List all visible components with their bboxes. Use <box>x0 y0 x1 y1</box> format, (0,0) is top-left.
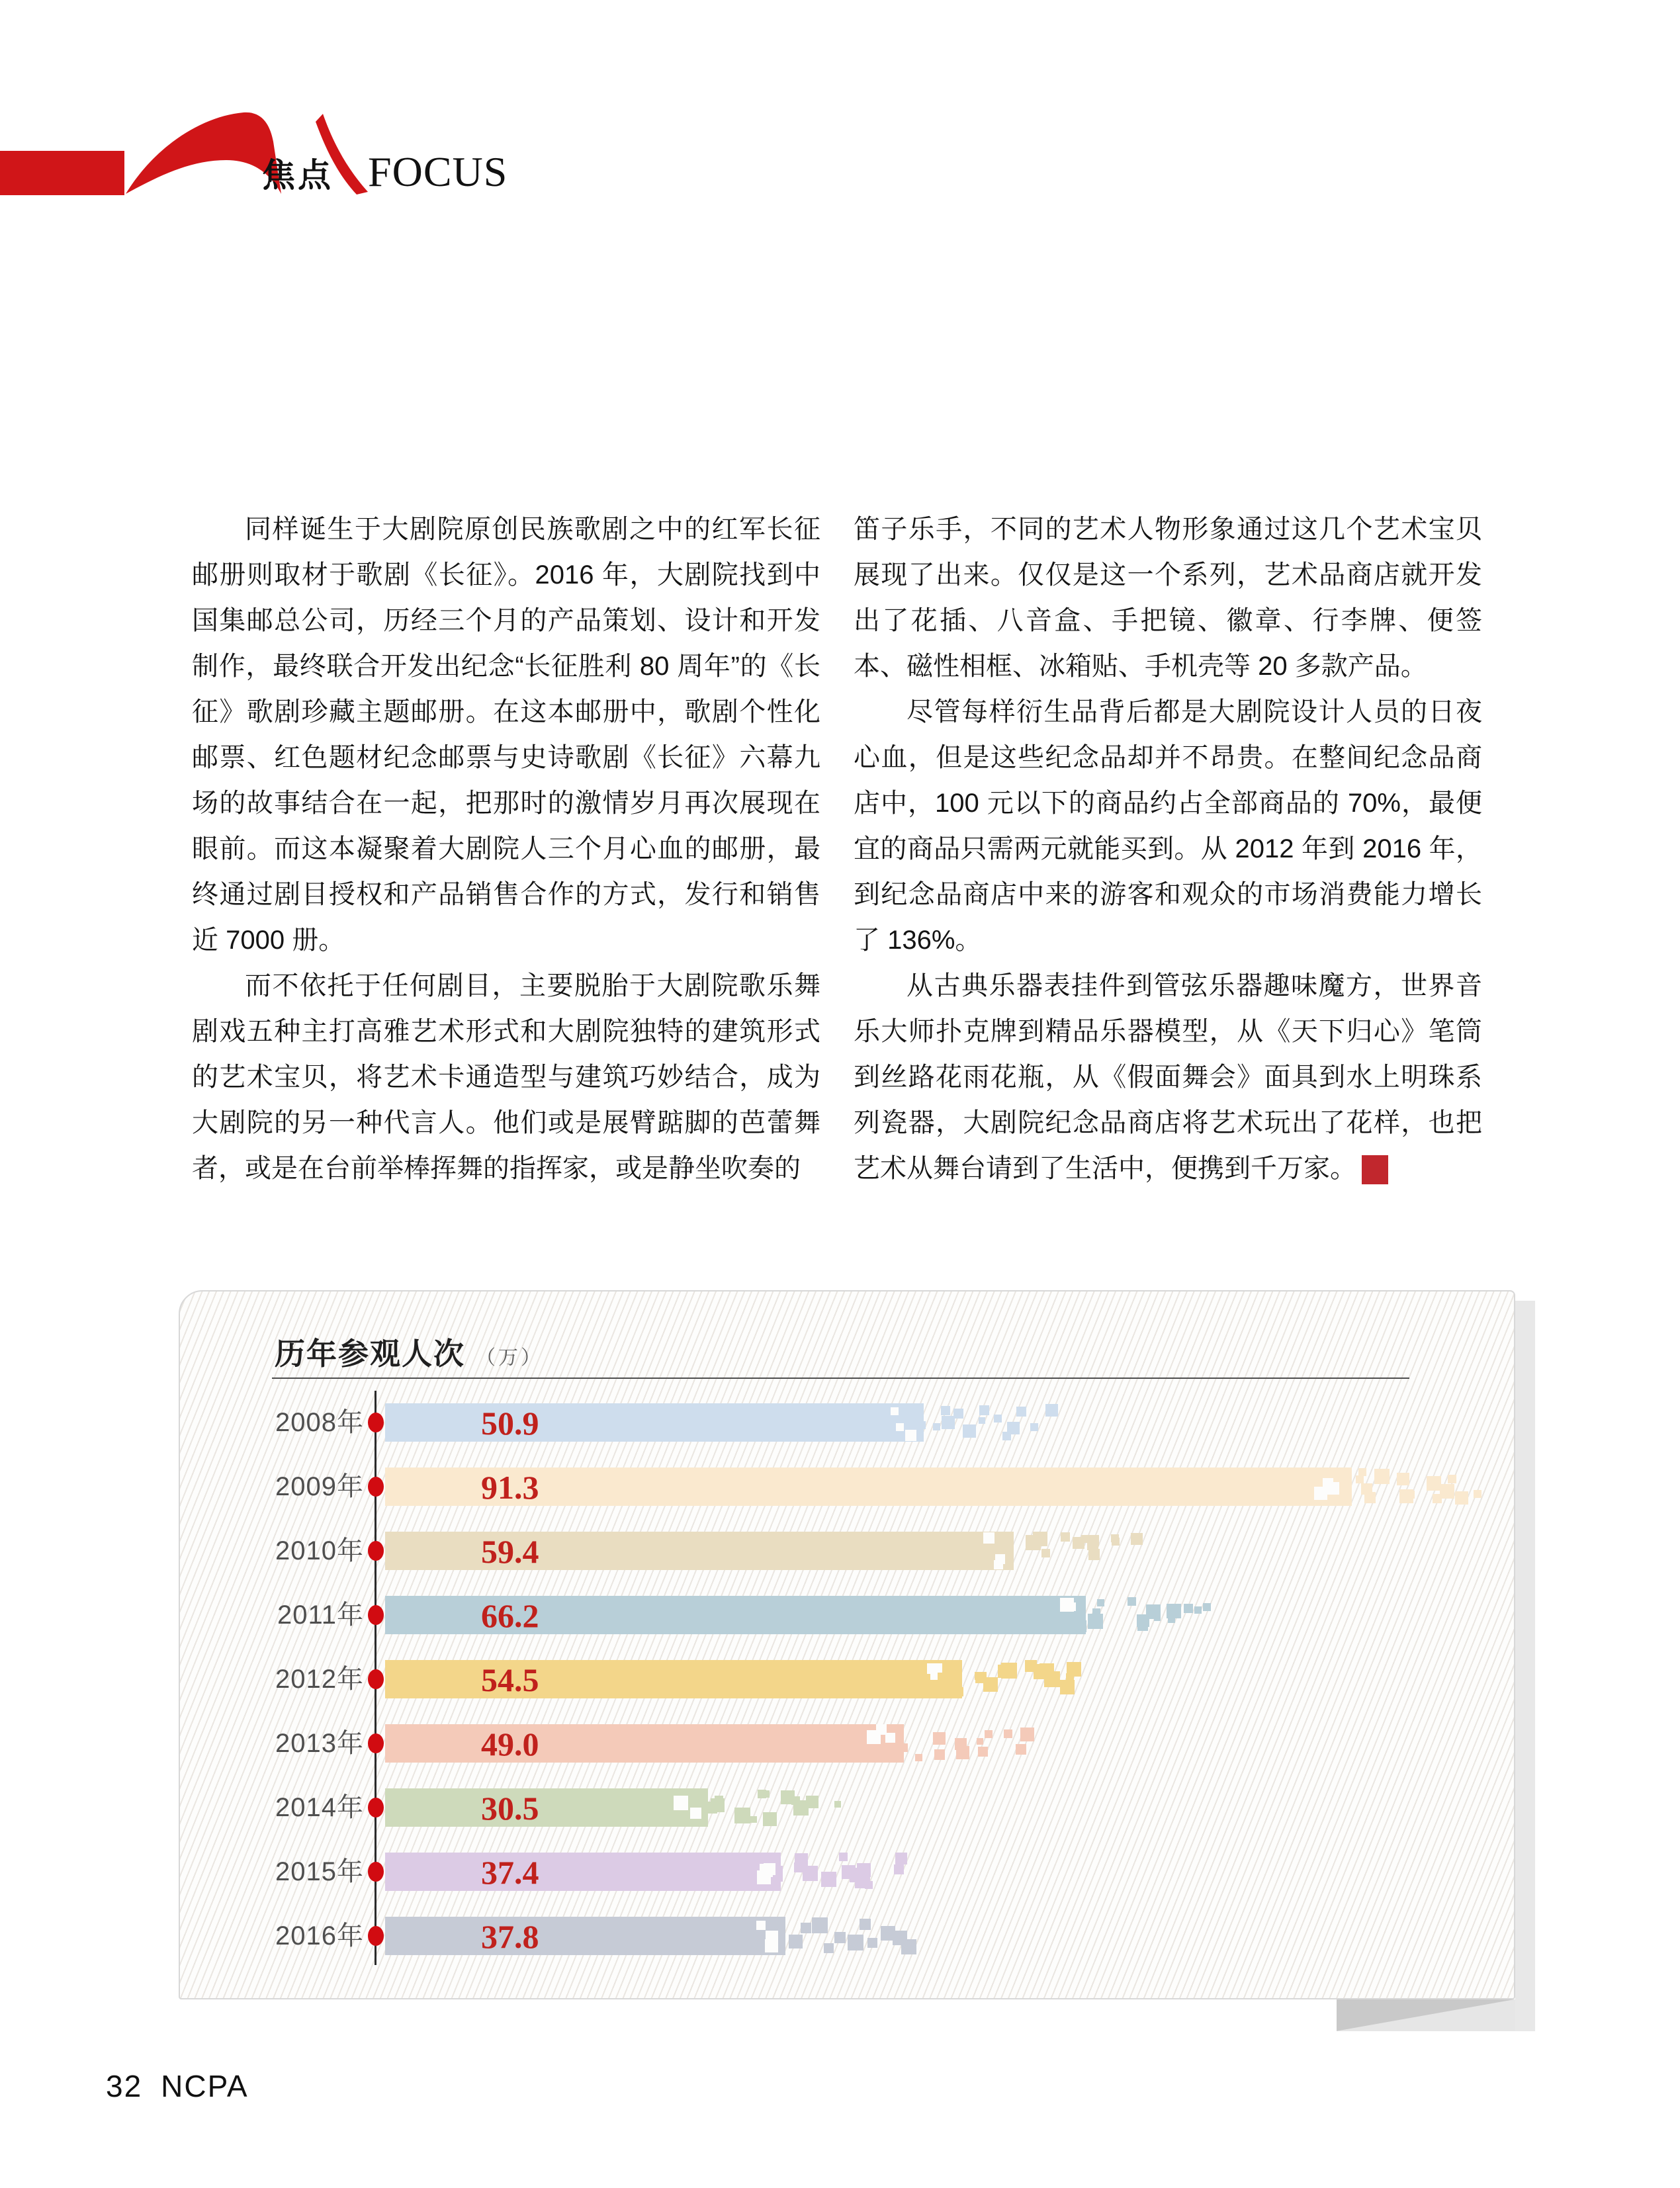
chart-row <box>180 1532 1514 1570</box>
bar-dissolve-square <box>824 1943 834 1953</box>
bar-dissolve-square <box>1127 1597 1136 1606</box>
year-label: 2009年 <box>275 1472 364 1501</box>
chart-row <box>180 1596 1514 1634</box>
paragraph-text: 从古典乐器表挂件到管弦乐器趣味魔方，世界音乐大师扑克牌到精品乐器模型，从《天下归心》笔筒到丝路花雨花瓶，从《假面舞会》面具到水上明珠系列瓷器，大剧院纪念品商店将艺术玩出了花样，也把艺术从舞台请到了生活中，便携到千万家。 <box>854 971 1482 1183</box>
year-label: 2012年 <box>275 1665 364 1694</box>
bar-dissolve-bite <box>1067 1602 1076 1611</box>
year-label: 2011年 <box>277 1600 364 1630</box>
stamp-line2: PA <box>1418 1172 1434 1184</box>
bar-dissolve-square <box>954 1687 963 1696</box>
bar-dissolve-square <box>803 1866 818 1881</box>
section-title-en: FOCUS <box>368 148 508 195</box>
year-label: 2008年 <box>275 1408 364 1437</box>
bar-dissolve-square <box>1061 1532 1070 1542</box>
bar-dissolve-square <box>1029 1536 1037 1544</box>
bar-dissolve-square <box>806 1796 818 1808</box>
bar-dissolve-bite <box>674 1796 688 1810</box>
bar-dissolve-square <box>1075 1620 1086 1632</box>
bar-dissolve-square <box>750 1816 757 1823</box>
bar-dissolve-square <box>901 1939 916 1954</box>
bar-dissolve-square <box>1374 1469 1390 1484</box>
header-fin-shape <box>126 112 281 194</box>
chart-row <box>180 1788 1514 1827</box>
bar-dissolve-square <box>941 1406 950 1415</box>
bar-dissolve-square <box>867 1938 877 1948</box>
bar-dissolve-square <box>812 1917 828 1933</box>
paragraph: 同样诞生于大剧院原创民族歌剧之中的红军长征邮册则取材于歌剧《长征》。2016 年，大剧院找到中国集邮总公司，历经三个月的产品策划、设计和开发制作，最终联合开发出纪念“长征胜利 80 周年”的《长征》歌剧珍藏主题邮册。在这本邮册中，歌剧个性化邮票、红色题材纪念邮票与史诗歌剧《长征》六幕九场的故事结合在一起，把那时的激情岁月再次展现在眼前。而这本凝聚着大剧院人三个月心血的邮册，最终通过剧目授权和产品销售合作的方式，发行和销售近 7000 册。 <box>192 515 820 955</box>
axis-dot <box>368 1477 384 1497</box>
bar-dissolve-square <box>1194 1606 1202 1614</box>
bar-dissolve-square <box>1066 1673 1074 1681</box>
chart-title-row <box>275 1330 543 1374</box>
paragraph: 尽管每样衍生品背后都是大剧院设计人员的日夜心血，但是这些纪念品却并不昂贵。在整间纪念品商店中，100 元以下的商品约占全部商品的 70%，最便宜的商品只需两元就能买到。从 2012 年到 2016 年，到纪念品商店中来的游客和观众的市场消费能力增长了 136%。 <box>854 697 1482 955</box>
bar-dissolve-square <box>848 1935 863 1950</box>
bar-dissolve-bite <box>933 1663 942 1673</box>
bar <box>385 1403 924 1442</box>
bar-dissolve-bite <box>994 1560 1003 1569</box>
bar <box>385 1724 904 1763</box>
bar-dissolve-square <box>1358 1468 1366 1476</box>
bar-dissolve-square <box>1111 1534 1119 1542</box>
bar-dissolve-square <box>763 1812 777 1826</box>
bar <box>385 1917 785 1955</box>
year-label: 2010年 <box>275 1536 364 1565</box>
bar-dissolve-square <box>1088 1535 1099 1546</box>
bar-dissolve-square <box>789 1935 803 1948</box>
bar-dissolve-square <box>1016 1744 1026 1755</box>
bar-dissolve-square <box>1474 1490 1481 1498</box>
bar-dissolve-square <box>1448 1475 1456 1483</box>
chart-row <box>180 1917 1514 1955</box>
bar-dissolve-square <box>860 1919 871 1930</box>
bar-dissolve-square <box>1045 1404 1058 1417</box>
bar <box>385 1853 781 1891</box>
bar-dissolve-square <box>795 1853 808 1866</box>
bar-dissolve-square <box>978 1747 988 1757</box>
bar-dissolve-square <box>1060 1680 1075 1694</box>
bar-value: 37.4 <box>481 1854 539 1891</box>
bar-dissolve-square <box>979 1417 985 1424</box>
year-label: 2013年 <box>275 1729 364 1758</box>
stamp-line1: NC <box>1418 1157 1487 1172</box>
bar-value: 66.2 <box>481 1597 539 1634</box>
bar-dissolve-square <box>933 1732 946 1745</box>
visitors-chart-card <box>179 1290 1515 1999</box>
bar-dissolve-square <box>1041 1549 1050 1557</box>
bar-dissolve-bite <box>756 1921 766 1930</box>
year-label: 2014年 <box>275 1793 364 1822</box>
bar-dissolve-square <box>758 1790 766 1798</box>
bar-dissolve-square <box>1092 1608 1100 1616</box>
bar <box>385 1467 1352 1506</box>
bar-dissolve-square <box>963 1424 976 1438</box>
bar-dissolve-square <box>834 1932 846 1943</box>
axis-dot <box>368 1541 384 1561</box>
bar-dissolve-square <box>881 1927 893 1939</box>
bar-dissolve-square <box>1004 1729 1012 1738</box>
header-red-bar <box>0 151 124 195</box>
bar-dissolve-bite <box>1327 1482 1339 1495</box>
bar-dissolve-square <box>915 1754 922 1761</box>
bar-dissolve-square <box>933 1423 940 1430</box>
bar-dissolve-bite <box>765 1939 778 1952</box>
bar-dissolve-square <box>1203 1603 1211 1611</box>
axis-dot <box>368 1413 384 1432</box>
bar-dissolve-square <box>942 1416 955 1429</box>
article-right-column <box>854 507 1488 1192</box>
bar-dissolve-square <box>1168 1616 1175 1623</box>
bar <box>385 1788 708 1827</box>
bar-dissolve-square <box>1397 1473 1409 1485</box>
bar-value: 49.0 <box>481 1726 539 1763</box>
bar-value: 37.8 <box>481 1918 539 1955</box>
bar-dissolve-square <box>1184 1604 1193 1613</box>
bar-dissolve-bite <box>757 1870 771 1884</box>
axis-dot <box>368 1798 384 1817</box>
bar-dissolve-square <box>1364 1492 1376 1503</box>
bar-dissolve-square <box>1030 1423 1038 1431</box>
page-number: 32 <box>106 2069 143 2103</box>
bar-dissolve-square <box>865 1881 873 1889</box>
bar-dissolve-square <box>1154 1614 1161 1621</box>
bar-dissolve-bite <box>983 1532 995 1544</box>
bar-dissolve-square <box>1088 1549 1100 1560</box>
bar-dissolve-square <box>791 1796 800 1805</box>
bar-dissolve-square <box>1356 1475 1364 1483</box>
bar-dissolve-square <box>839 1853 848 1861</box>
bar-dissolve-bite <box>885 1733 895 1743</box>
chart-title-rule <box>272 1378 1409 1379</box>
bar-dissolve-square <box>953 1409 963 1419</box>
card-drop-shadow <box>1515 1301 1535 2031</box>
chart-row <box>180 1724 1514 1763</box>
chart-row <box>180 1853 1514 1891</box>
bar-dissolve-square <box>898 1743 906 1751</box>
bar-dissolve-bite <box>891 1407 899 1415</box>
axis-dot <box>368 1605 384 1625</box>
article-left-column <box>192 507 820 1192</box>
axis-dot <box>368 1926 384 1946</box>
chart-row <box>180 1467 1514 1506</box>
bar-dissolve-bite <box>867 1730 881 1744</box>
bar-dissolve-square <box>994 1415 1002 1422</box>
bar-dissolve-square <box>998 1665 1011 1678</box>
axis-dot <box>368 1862 384 1882</box>
bar-dissolve-square <box>1427 1476 1441 1491</box>
bar-dissolve-square <box>1455 1491 1468 1505</box>
bar-dissolve-square <box>1097 1599 1104 1606</box>
bar-dissolve-square <box>1020 1728 1034 1741</box>
bar-value: 50.9 <box>481 1405 539 1442</box>
bar-dissolve-square <box>1039 1663 1054 1678</box>
axis-dot <box>368 1669 384 1689</box>
bar-dissolve-square <box>1440 1484 1454 1499</box>
bar-dissolve-square <box>895 1853 907 1864</box>
bar-dissolve-square <box>979 1405 989 1415</box>
bar-value: 54.5 <box>481 1661 539 1698</box>
bar <box>385 1596 1086 1634</box>
bar-dissolve-square <box>934 1749 945 1760</box>
bar-dissolve-square <box>1007 1422 1020 1434</box>
ncpa-end-stamp <box>1362 1155 1488 1184</box>
section-title-cn: 焦点 <box>262 157 333 194</box>
bar-dissolve-square <box>834 1801 841 1808</box>
bar-dissolve-square <box>956 1746 969 1759</box>
bar-dissolve-bite <box>905 1430 916 1441</box>
bar-dissolve-square <box>821 1872 836 1887</box>
bar-dissolve-square <box>894 1864 904 1874</box>
bar-dissolve-square <box>711 1798 725 1812</box>
bar-dissolve-bite <box>691 1808 698 1815</box>
year-label: 2015年 <box>275 1857 364 1886</box>
paragraph: 笛子乐手，不同的艺术人物形象通过这几个艺术宝贝展现了出来。仅仅是这一个系列，艺术品商店就开发出了花插、八音盒、手把镜、徽章、行李牌、便签本、磁性相框、冰箱贴、手机壳等 20 多款产品。 <box>854 515 1482 681</box>
bar <box>385 1660 962 1698</box>
paragraph <box>854 963 1488 1192</box>
footer-brand: NCPA <box>161 2069 249 2103</box>
card-folded-corner <box>1337 1999 1515 2031</box>
bar-dissolve-square <box>1407 1491 1415 1499</box>
bar <box>385 1532 1014 1570</box>
bar-value: 59.4 <box>481 1533 539 1570</box>
paragraph: 而不依托于任何剧目，主要脱胎于大剧院歌乐舞剧戏五种主打高雅艺术形式和大剧院独特的建筑形式的艺术宝贝，将艺术卡通造型与建筑巧妙结合，成为大剧院的另一种代言人。他们或是展臂踮脚的芭蕾舞者，或是在台前举棒挥舞的指挥家，或是静坐吹奏的 <box>192 971 820 1183</box>
chart-row <box>180 1660 1514 1698</box>
bar-dissolve-square <box>983 1677 998 1692</box>
axis-dot <box>368 1733 384 1753</box>
chart-row <box>180 1403 1514 1442</box>
year-label: 2016年 <box>275 1921 364 1950</box>
bar-dissolve-square <box>918 1421 926 1429</box>
bar-dissolve-square <box>949 1661 962 1674</box>
bar-dissolve-bite <box>896 1423 904 1431</box>
bar-value: 30.5 <box>481 1790 539 1827</box>
bar-value: 91.3 <box>481 1469 539 1506</box>
bar-dissolve-square <box>985 1730 993 1738</box>
bar-dissolve-square <box>1137 1620 1148 1631</box>
bar-dissolve-square <box>1016 1407 1026 1417</box>
bar-dissolve-square <box>977 1738 983 1745</box>
bar-dissolve-square <box>1131 1533 1143 1545</box>
bar-dissolve-square <box>744 1816 750 1822</box>
chart-title: 历年参观人次 <box>275 1336 465 1371</box>
page-footer <box>106 2068 249 2104</box>
bar-dissolve-bite <box>1314 1487 1327 1500</box>
chart-unit-label: （万） <box>476 1347 543 1369</box>
bar-dissolve-square <box>801 1923 811 1933</box>
